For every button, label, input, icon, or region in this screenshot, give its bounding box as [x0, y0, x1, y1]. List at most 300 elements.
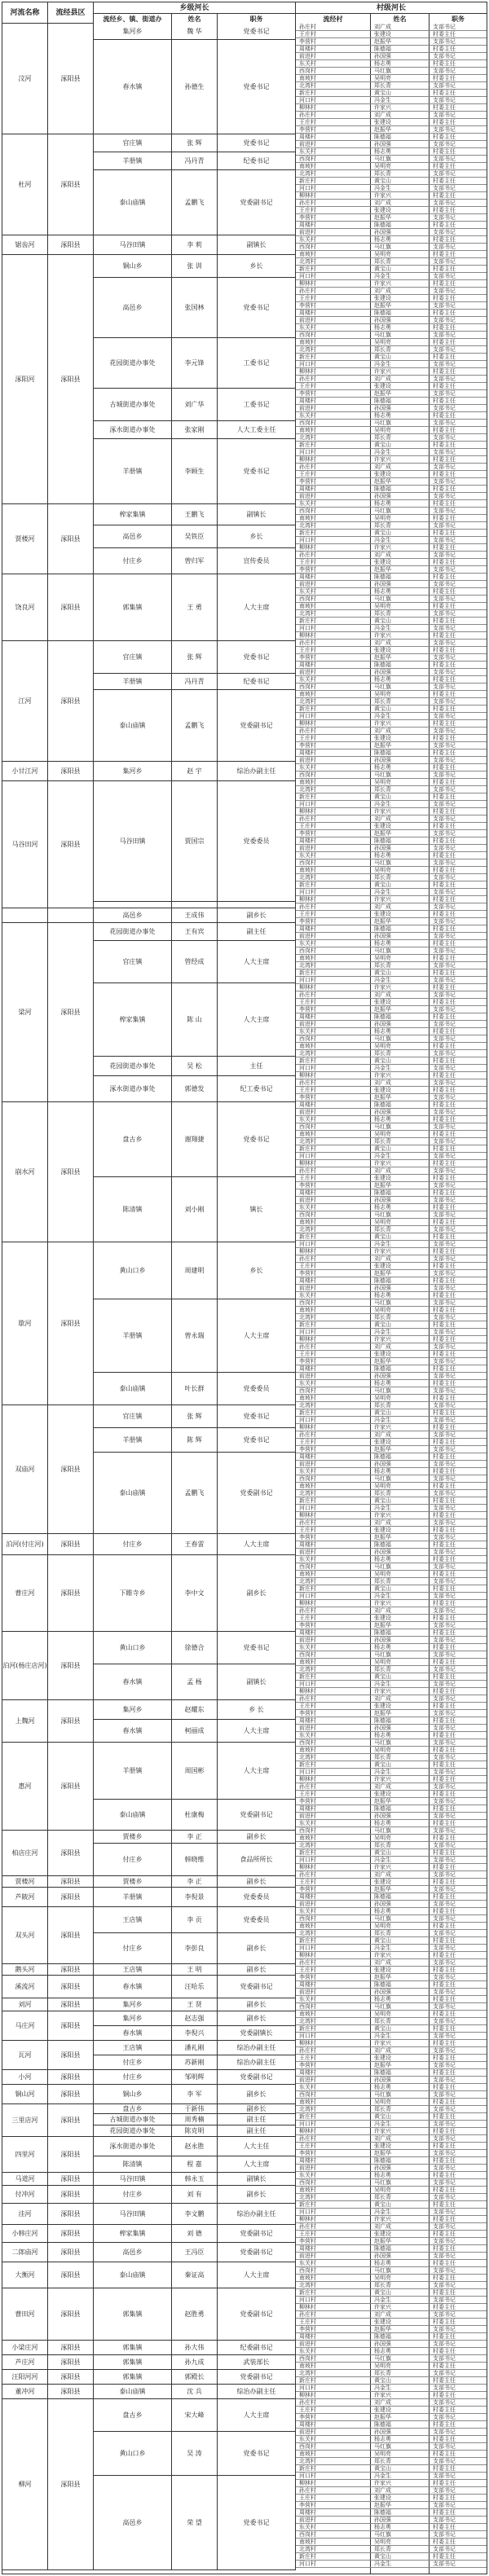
township-chief-name-cell: 苏新刚: [172, 2055, 218, 2070]
township-cell: 泰山庙镇: [94, 170, 172, 235]
village-name-cell: 孙庄村: [299, 24, 316, 30]
village-chief-name-cell: 黄宝山: [374, 1233, 391, 1240]
village-chief-title-cell: 村委主任: [433, 2333, 456, 2340]
village-chief-name-cell: 郑长青: [374, 1754, 391, 1761]
village-chief-name-cell: 孙国强: [374, 1373, 391, 1379]
village-name-cell: 王庄村: [299, 647, 316, 653]
village-chief-title-cell: 支部书记: [433, 126, 456, 133]
village-name-cell: 柳林村: [299, 544, 316, 551]
township-chief-title-cell: 党委书记: [218, 134, 296, 152]
village-chief-name-cell: 张建设: [374, 383, 391, 389]
village-name-cell: 周楼村: [299, 2245, 316, 2252]
village-name-cell: 西岗村: [299, 244, 316, 250]
village-chief-name-cell: 陈德福: [374, 574, 391, 580]
village-chief-name-cell: 张建设: [374, 2143, 391, 2149]
village-chief-name-cell: 许家兴: [374, 1600, 391, 1607]
village-chief-title-cell: 村委主任: [433, 310, 456, 316]
village-name-cell: 前进村: [299, 2429, 316, 2435]
village-chief-name-cell: 冯金生: [374, 2473, 391, 2479]
village-name-cell: 李营村: [299, 1974, 316, 1980]
village-name-cell: 东关村: [299, 1116, 316, 1123]
township-chief-name-cell: 李倪景: [172, 1888, 218, 1907]
village-name-cell: 西岗村: [299, 1035, 316, 1042]
township-chief-title-cell: 副乡长: [218, 1876, 296, 1888]
village-name-cell: 北湾村: [299, 1314, 316, 1321]
village-name-cell: 王庄村: [299, 1791, 316, 1797]
village-name-cell: 新庄村: [299, 1321, 316, 1328]
river-name-cell: 小河: [2, 2070, 48, 2085]
village-name-cell: 前进村: [299, 1725, 316, 1731]
header-village-person: 姓名: [371, 13, 430, 24]
village-chief-title-cell: 村委主任: [433, 1336, 456, 1343]
village-chief-name-cell: 孙国强: [374, 1109, 391, 1115]
village-chief-name-cell: 吴明亮: [374, 1571, 391, 1577]
village-name-cell: 新庄村: [299, 1937, 316, 1944]
township-cell: 古城街道办事处: [94, 389, 172, 421]
village-name-cell: 新庄村: [299, 2201, 316, 2208]
township-chief-name-cell: 韩晓维: [172, 1844, 218, 1876]
village-chief-name-cell: 杨志勇: [374, 1292, 391, 1299]
township-chief-name-cell: 吴 涛: [172, 2432, 218, 2476]
village-chief-title-cell: 村委主任: [433, 2495, 456, 2501]
village-name-cell: 前进村: [299, 1021, 316, 1027]
village-chief-title-cell: 支部书记: [433, 68, 456, 74]
township-cell: 贾楼乡: [94, 1831, 172, 1844]
village-chief-name-cell: 许家兴: [374, 104, 391, 111]
township-chief-title-cell: 党委副书记: [218, 2243, 296, 2262]
village-name-cell: 柳林村: [299, 1248, 316, 1255]
township-chief-title-cell: 人大主席: [218, 1743, 296, 1800]
village-chief-name-cell: 陈德福: [374, 837, 391, 844]
county-cell: 涿阳县: [48, 2355, 94, 2370]
village-chief-name-cell: 赵振华: [374, 2062, 391, 2068]
village-chief-title-cell: 村委主任: [433, 1585, 456, 1592]
village-chief-title-cell: 支部书记: [433, 1373, 456, 1379]
village-name-cell: 新庄村: [299, 1585, 316, 1592]
village-chief-name-cell: 孙国强: [374, 2253, 391, 2259]
village-chief-title-cell: 村委主任: [433, 867, 456, 873]
village-chief-title-cell: 村委主任: [433, 2553, 456, 2560]
township-chief-title-cell: 党委委员: [218, 1373, 296, 1405]
village-name-cell: 柳林村: [299, 808, 316, 815]
village-name-cell: 李营村: [299, 2150, 316, 2156]
village-name-cell: 孙庄村: [299, 1343, 316, 1350]
village-chief-name-cell: 赵振华: [374, 1534, 391, 1541]
village-name-cell: 西岗村: [299, 1475, 316, 1482]
river-name-cell: 鹅头河: [2, 1964, 48, 1976]
village-chief-name-cell: 杨志勇: [374, 324, 391, 331]
village-chief-title-cell: 村委主任: [433, 925, 456, 932]
village-chief-name-cell: 杨志勇: [374, 1908, 391, 1914]
village-chief-title-cell: 支部书记: [433, 2003, 456, 2010]
village-chief-name-cell: 杨志勇: [374, 2084, 391, 2090]
village-chief-name-cell: 杨志勇: [374, 1644, 391, 1651]
village-chief-name-cell: 赵振华: [374, 830, 391, 837]
village-chief-title-cell: 村委主任: [433, 515, 456, 521]
village-name-cell: 孙庄村: [299, 1167, 316, 1174]
township-cell: 涿水街道办事处: [94, 1076, 172, 1102]
village-name-cell: 孙庄村: [299, 1431, 316, 1438]
village-name-cell: 东关村: [299, 940, 316, 947]
village-name-cell: 西岗村: [299, 2355, 316, 2362]
township-chief-title-cell: 党委副书记: [218, 690, 296, 762]
village-chief-name-cell: 冯金生: [374, 1153, 391, 1159]
village-chief-name-cell: 郑长青: [374, 698, 391, 705]
township-cell: 郭集镇: [94, 2355, 172, 2370]
village-name-cell: 孙庄村: [299, 2311, 316, 2318]
village-chief-title-cell: 支部书记: [433, 1857, 456, 1863]
village-chief-name-cell: 郑长青: [374, 2194, 391, 2200]
village-name-cell: 李营村: [299, 1182, 316, 1189]
river-name-cell: 瓦河: [2, 2041, 48, 2070]
river-name-cell: 柳河: [2, 2399, 48, 2570]
village-chief-title-cell: 村委主任: [433, 984, 456, 991]
village-name-cell: 李营村: [299, 38, 316, 45]
village-chief-title-cell: 支部书记: [433, 1197, 456, 1203]
township-cell: 马谷田镇: [94, 2204, 172, 2225]
village-chief-title-cell: 支部书记: [433, 449, 456, 455]
village-name-cell: 西岗村: [299, 1827, 316, 1834]
village-chief-name-cell: 吴明亮: [374, 2539, 391, 2545]
village-name-cell: 西岗村: [299, 1915, 316, 1922]
village-chief-name-cell: 黄宝山: [374, 90, 391, 96]
village-chief-name-cell: 冯金生: [374, 2209, 391, 2215]
village-chief-name-cell: 张建设: [374, 1263, 391, 1269]
village-chief-name-cell: 郑长青: [374, 434, 391, 441]
village-name-cell: 前进村: [299, 2341, 316, 2347]
village-chief-title-cell: 村委主任: [433, 1263, 456, 1269]
township-cell: 付庄乡: [94, 1933, 172, 1964]
village-chief-title-cell: 支部书记: [433, 1754, 456, 1761]
village-chief-title-cell: 村委主任: [433, 324, 456, 331]
township-chief-title-cell: 人大主席: [218, 983, 296, 1057]
county-cell: 涿阳县: [48, 2288, 94, 2341]
river-name-cell: 上魏河: [2, 1700, 48, 1743]
village-name-cell: 河口村: [299, 97, 316, 103]
village-chief-name-cell: 杨志勇: [374, 236, 391, 243]
village-chief-name-cell: 赵振华: [374, 478, 391, 485]
village-name-cell: 孙庄村: [299, 2047, 316, 2054]
village-chief-name-cell: 郑长青: [374, 2546, 391, 2552]
village-name-cell: 新庄村: [299, 178, 316, 184]
township-chief-name-cell: 邹明辉: [172, 2070, 218, 2085]
township-chief-title-cell: 党委副书记: [218, 2288, 296, 2341]
township-cell: 涿水街道办事处: [94, 2137, 172, 2156]
village-chief-title-cell: 支部书记: [433, 38, 456, 45]
village-chief-title-cell: 村委主任: [433, 222, 456, 228]
village-chief-title-cell: 支部书记: [433, 2018, 456, 2024]
village-name-cell: 孙庄村: [299, 903, 316, 910]
village-chief-name-cell: 张建设: [374, 1791, 391, 1797]
village-chief-title-cell: 村委主任: [433, 1351, 456, 1357]
township-chief-title-cell: 党委副书记: [218, 2370, 296, 2385]
river-name-cell: 曹田河: [2, 2288, 48, 2341]
village-name-cell: 前进村: [299, 1197, 316, 1203]
village-chief-name-cell: 陈德福: [374, 1541, 391, 1548]
village-name-cell: 周楼村: [299, 1013, 316, 1020]
township-chief-name-cell: 沈 兵: [172, 2385, 218, 2399]
village-chief-name-cell: 杨志勇: [374, 2260, 391, 2266]
village-name-cell: 新庄村: [299, 2377, 316, 2384]
village-chief-title-cell: 村委主任: [433, 2421, 456, 2428]
village-chief-name-cell: 张建设: [374, 559, 391, 565]
village-chief-title-cell: 村委主任: [433, 2025, 456, 2032]
village-chief-name-cell: 陈德福: [374, 398, 391, 404]
village-chief-name-cell: 吴明亮: [374, 2363, 391, 2369]
village-chief-name-cell: 郑长青: [374, 1314, 391, 1321]
village-chief-name-cell: 赵振华: [374, 2150, 391, 2156]
village-chief-title-cell: 支部书记: [433, 713, 456, 719]
village-chief-name-cell: 吴明亮: [374, 1307, 391, 1313]
village-name-cell: 新庄村: [299, 2025, 316, 2032]
township-chief-title-cell: 综治办副主任: [218, 2041, 296, 2055]
village-chief-name-cell: 冯金生: [374, 449, 391, 455]
township-cell: 黄山口乡: [94, 1242, 172, 1299]
township-chief-name-cell: 刘 德: [172, 2225, 218, 2243]
village-name-cell: 前进村: [299, 933, 316, 939]
village-chief-name-cell: 黄宝山: [374, 1849, 391, 1856]
township-chief-name-cell: 张 辉: [172, 1405, 218, 1428]
village-chief-title-cell: 支部书记: [433, 1490, 456, 1497]
village-chief-name-cell: 刘广成: [374, 903, 391, 910]
river-name-cell: 芦陂河: [2, 1888, 48, 1907]
county-cell: 涿阳县: [48, 1242, 94, 1405]
village-chief-name-cell: 刘广成: [374, 1343, 391, 1350]
village-name-cell: 东关村: [299, 324, 316, 331]
village-chief-name-cell: 冯金生: [374, 273, 391, 279]
village-chief-name-cell: 郑长青: [374, 2106, 391, 2112]
village-name-cell: 西岗村: [299, 420, 316, 426]
village-chief-name-cell: 赵振华: [374, 1446, 391, 1453]
village-name-cell: 东关村: [299, 148, 316, 155]
village-chief-title-cell: 村委主任: [433, 676, 456, 683]
river-name-cell: 贾楼河: [2, 1876, 48, 1888]
village-chief-name-cell: 许家兴: [374, 192, 391, 199]
village-chief-title-cell: 支部书记: [433, 830, 456, 837]
county-cell: 涿阳县: [48, 762, 94, 781]
township-cell: 陈清镇: [94, 1177, 172, 1242]
village-chief-title-cell: 支部书记: [433, 2106, 456, 2112]
county-cell: 涿阳县: [48, 574, 94, 641]
village-chief-name-cell: 吴明亮: [374, 2187, 391, 2193]
village-chief-title-cell: 村委主任: [433, 1527, 456, 1533]
county-cell: 涿阳县: [48, 255, 94, 504]
village-chief-title-cell: 村委主任: [433, 823, 456, 829]
village-chief-name-cell: 许家兴: [374, 1336, 391, 1343]
village-chief-name-cell: 孙国强: [374, 141, 391, 147]
township-cell: 盘古乡: [94, 1102, 172, 1177]
village-chief-title-cell: 村委主任: [433, 2055, 456, 2061]
village-name-cell: 前进村: [299, 669, 316, 675]
village-chief-title-cell: 支部书记: [433, 2326, 456, 2332]
village-name-cell: 李营村: [299, 1446, 316, 1453]
village-name-cell: 王庄村: [299, 2319, 316, 2325]
village-chief-title-cell: 村委主任: [433, 940, 456, 947]
village-name-cell: 东关村: [299, 1380, 316, 1387]
village-chief-name-cell: 冯金生: [374, 2033, 391, 2039]
village-name-cell: 李营村: [299, 214, 316, 221]
township-chief-name-cell: 李倪兴: [172, 2026, 218, 2041]
village-name-cell: 前进村: [299, 2077, 316, 2083]
river-name-cell: 杜河: [2, 134, 48, 235]
township-cell: 榨家集镇: [94, 2225, 172, 2243]
county-cell: 涿阳县: [48, 2137, 94, 2173]
village-name-cell: 周楼村: [299, 398, 316, 404]
village-chief-name-cell: 赵振华: [374, 1094, 391, 1101]
village-name-cell: 前进村: [299, 845, 316, 851]
village-chief-title-cell: 支部书记: [433, 1241, 456, 1247]
village-name-cell: 河口村: [299, 185, 316, 191]
river-name-cell: 铜山河: [2, 2085, 48, 2104]
village-chief-name-cell: 郑长青: [374, 1402, 391, 1409]
township-chief-title-cell: 纪委副书记: [218, 2341, 296, 2355]
village-chief-title-cell: 支部书记: [433, 2385, 456, 2391]
township-chief-title-cell: 综治办副主任: [218, 762, 296, 781]
village-chief-name-cell: 刘广成: [374, 1431, 391, 1438]
village-chief-name-cell: 孙国强: [374, 845, 391, 851]
village-chief-title-cell: 村委主任: [433, 1292, 456, 1299]
township-chief-title-cell: 人大主席: [218, 1534, 296, 1555]
village-name-cell: 周楼村: [299, 1453, 316, 1460]
township-chief-name-cell: 王 勇: [172, 574, 218, 641]
village-chief-name-cell: 冯金生: [374, 1505, 391, 1511]
village-name-cell: 孙庄村: [299, 815, 316, 822]
village-chief-title-cell: 支部书记: [433, 2267, 456, 2274]
village-chief-title-cell: 支部书记: [433, 1167, 456, 1174]
county-cell: 涿阳县: [48, 1743, 94, 1831]
village-name-cell: 北湾村: [299, 1226, 316, 1233]
village-chief-name-cell: 杨志勇: [374, 2524, 391, 2530]
township-cell: 郭集镇: [94, 574, 172, 641]
township-chief-title-cell: 人大主席: [218, 1299, 296, 1373]
county-cell: 涿阳县: [48, 1888, 94, 1907]
township-chief-title-cell: 人大主任: [218, 2137, 296, 2156]
village-chief-title-cell: 村委主任: [433, 1468, 456, 1475]
village-chief-title-cell: 支部书记: [433, 53, 456, 59]
village-chief-title-cell: 村委主任: [433, 1189, 456, 1196]
village-chief-name-cell: 孙国强: [374, 581, 391, 587]
village-name-cell: 孙庄村: [299, 2223, 316, 2230]
village-chief-name-cell: 许家兴: [374, 2392, 391, 2398]
village-chief-name-cell: 吴明亮: [374, 691, 391, 697]
township-cell: 下睢寺乡: [94, 1555, 172, 1632]
township-cell: 郭集镇: [94, 2288, 172, 2341]
county-cell: [48, 908, 94, 923]
village-chief-name-cell: 杨志勇: [374, 1732, 391, 1739]
village-chief-title-cell: 支部书记: [433, 1431, 456, 1438]
village-chief-title-cell: 村委主任: [433, 764, 456, 771]
township-chief-title-cell: 党委书记: [218, 1405, 296, 1428]
township-chief-title-cell: 副乡长: [218, 908, 296, 923]
township-chief-title-cell: 副主任: [218, 2125, 296, 2137]
village-chief-name-cell: 许家兴: [374, 2304, 391, 2310]
village-chief-name-cell: 吴明亮: [374, 2099, 391, 2105]
village-chief-name-cell: 陈德福: [374, 46, 391, 52]
village-chief-title-cell: 支部书记: [433, 1475, 456, 1482]
village-name-cell: 南坡村: [299, 603, 316, 609]
village-chief-title-cell: 支部书记: [433, 2253, 456, 2259]
village-chief-title-cell: 村委主任: [433, 1116, 456, 1123]
village-chief-name-cell: 赵振华: [374, 126, 391, 133]
village-chief-name-cell: 刘广成: [374, 1695, 391, 1702]
village-chief-name-cell: 许家兴: [374, 1864, 391, 1870]
village-name-cell: 周楼村: [299, 46, 316, 52]
township-chief-name-cell: 张 辉: [172, 641, 218, 674]
village-name-cell: 西岗村: [299, 771, 316, 778]
village-name-cell: 前进村: [299, 405, 316, 411]
county-cell: 涿阳县: [48, 1700, 94, 1743]
village-chief-name-cell: 冯金生: [374, 889, 391, 895]
village-name-cell: 孙庄村: [299, 1607, 316, 1614]
village-chief-title-cell: 村委主任: [433, 1204, 456, 1211]
village-chief-name-cell: 陈德福: [374, 1893, 391, 1900]
township-chief-title-cell: 党委副书记: [218, 170, 296, 235]
village-name-cell: 南坡村: [299, 1131, 316, 1137]
village-chief-title-cell: 支部书记: [433, 229, 456, 235]
village-name-cell: 王庄村: [299, 295, 316, 301]
village-name-cell: 周楼村: [299, 1541, 316, 1548]
township-chief-name-cell: 周国彬: [172, 1743, 218, 1800]
village-chief-title-cell: 村委主任: [433, 647, 456, 653]
village-name-cell: 南坡村: [299, 867, 316, 873]
village-chief-name-cell: 马红旗: [374, 1827, 391, 1834]
village-chief-name-cell: 郑长青: [374, 1842, 391, 1848]
township-chief-name-cell: 李顾生: [172, 439, 218, 504]
village-name-cell: 河口村: [299, 2033, 316, 2039]
village-chief-name-cell: 黄宝山: [374, 793, 391, 800]
village-chief-title-cell: 村委主任: [433, 1805, 456, 1812]
village-chief-name-cell: 许家兴: [374, 1072, 391, 1079]
header-village-name-col: 流经村: [296, 13, 371, 24]
village-name-cell: 西岗村: [299, 2531, 316, 2538]
village-chief-title-cell: 支部书记: [433, 874, 456, 881]
village-chief-name-cell: 孙国强: [374, 1637, 391, 1643]
river-name-cell: 马谷田河: [2, 781, 48, 908]
village-name-cell: 李营村: [299, 1006, 316, 1013]
village-chief-title-cell: 支部书记: [433, 742, 456, 749]
township-chief-title-cell: 食品所所长: [218, 1844, 296, 1876]
village-chief-title-cell: 村委主任: [433, 1791, 456, 1797]
township-chief-name-cell: 张家刚: [172, 421, 218, 439]
township-chief-title-cell: 党委书记: [218, 641, 296, 674]
village-chief-title-cell: 村委主任: [433, 999, 456, 1005]
village-chief-title-cell: 村委主任: [433, 75, 456, 81]
village-name-cell: 王庄村: [299, 559, 316, 565]
village-chief-title-cell: 支部书记: [433, 2546, 456, 2552]
village-chief-title-cell: 支部书记: [433, 2165, 456, 2171]
village-chief-title-cell: 支部书记: [433, 1725, 456, 1731]
township-chief-title-cell: 党委委员: [218, 1907, 296, 1933]
village-chief-title-cell: 支部书记: [433, 1989, 456, 1995]
village-chief-name-cell: 张建设: [374, 2319, 391, 2325]
village-name-cell: 周楼村: [299, 1277, 316, 1284]
village-chief-title-cell: 支部书记: [433, 1593, 456, 1599]
village-chief-title-cell: 村委主任: [433, 1380, 456, 1387]
village-name-cell: 东关村: [299, 676, 316, 683]
village-chief-title-cell: 支部书记: [433, 258, 456, 265]
village-name-cell: 北湾村: [299, 1402, 316, 1409]
township-cell: 官庄镇: [94, 1405, 172, 1428]
village-chief-title-cell: 村委主任: [433, 1615, 456, 1621]
village-name-cell: 周楼村: [299, 134, 316, 140]
township-chief-title-cell: 副镇长: [218, 504, 296, 525]
river-name-cell: 付冲河: [2, 2186, 48, 2204]
village-name-cell: 李营村: [299, 1534, 316, 1541]
county-cell: 涿阳县: [48, 1102, 94, 1242]
village-chief-title-cell: 支部书记: [433, 1079, 456, 1086]
village-name-cell: 柳林村: [299, 104, 316, 111]
village-name-cell: 南坡村: [299, 691, 316, 697]
